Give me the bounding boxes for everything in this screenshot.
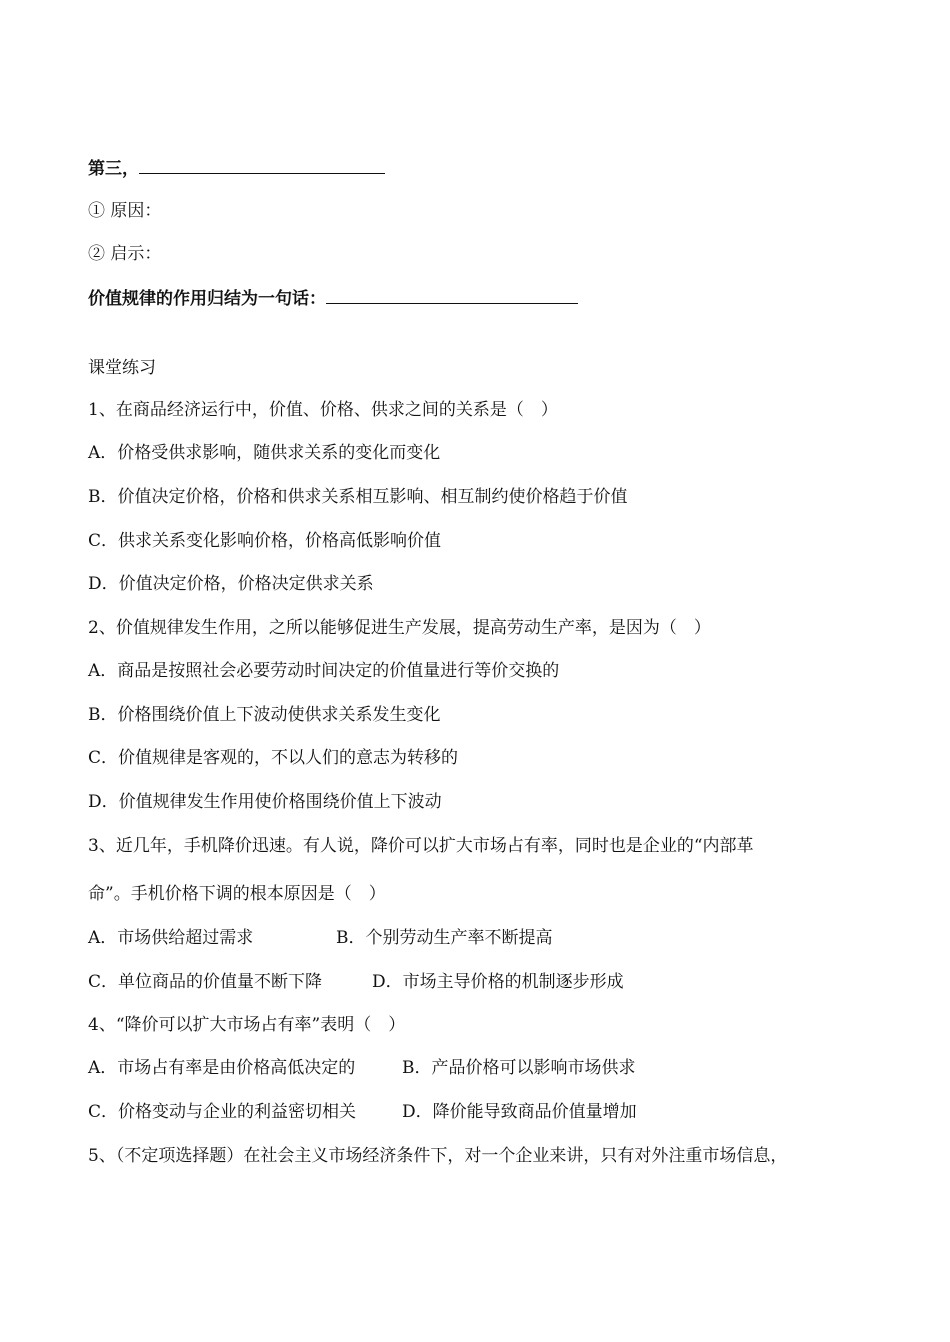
q2-option-b: B．价格围绕价值上下波动使供求关系发生变化 — [88, 705, 441, 725]
q4-option-b: B．产品价格可以影响市场供求 — [402, 1058, 636, 1078]
q2-option-c: C．价值规律是客观的，不以人们的意志为转移的 — [88, 748, 459, 768]
q3-option-c: C．单位商品的价值量不断下降 — [88, 972, 323, 992]
summary-label: 价值规律的作用归结为一句话： — [88, 289, 326, 309]
q4-stem: 4、“降价可以扩大市场占有率”表明（ ） — [88, 1015, 406, 1035]
answer-blank-summary — [326, 285, 578, 304]
q4-options-row2 — [88, 1100, 637, 1124]
insight-label: ② 启示： — [88, 244, 162, 264]
q4-option-a: A．市场占有率是由价格高低决定的 — [88, 1058, 356, 1078]
q5-stem: 5、（不定项选择题）在社会主义市场经济条件下，对一个企业来讲，只有对外注重市场信息， — [88, 1146, 788, 1166]
section-third-label: 第三， — [88, 159, 139, 179]
q4-options-row1 — [88, 1056, 636, 1080]
q1-option-b: B．价值决定价格，价格和供求关系相互影响、相互制约使价格趋于价值 — [88, 487, 628, 507]
reason-label: ① 原因： — [88, 201, 162, 221]
summary-line — [88, 285, 578, 311]
q1-option-a: A．价格受供求影响，随供求关系的变化而变化 — [88, 443, 441, 463]
q3-stem-line1: 3、近几年，手机降价迅速。有人说，降价可以扩大市场占有率，同时也是企业的“内部革 — [88, 836, 754, 856]
q3-options-row1 — [88, 926, 553, 950]
q4-option-d: D．降价能导致商品价值量增加 — [402, 1102, 637, 1122]
practice-title: 课堂练习 — [88, 358, 156, 378]
q1-option-c: C．供求关系变化影响价格，价格高低影响价值 — [88, 531, 442, 551]
q1-option-d: D．价值决定价格，价格决定供求关系 — [88, 574, 374, 594]
q3-stem-line2: 命”。手机价格下调的根本原因是（ ） — [88, 884, 386, 904]
answer-blank-third — [139, 155, 385, 174]
q2-option-d: D．价值规律发生作用使价格围绕价值上下波动 — [88, 792, 442, 812]
q1-stem: 1、在商品经济运行中，价值、价格、供求之间的关系是（ ） — [88, 400, 558, 420]
q3-option-d: D．市场主导价格的机制逐步形成 — [372, 972, 624, 992]
q4-option-c: C．价格变动与企业的利益密切相关 — [88, 1102, 357, 1122]
section-third — [88, 155, 385, 181]
q3-option-b: B．个别劳动生产率不断提高 — [336, 928, 553, 948]
q2-option-a: A．商品是按照社会必要劳动时间决定的价值量进行等价交换的 — [88, 661, 560, 681]
q3-options-row2 — [88, 970, 624, 994]
q2-stem: 2、价值规律发生作用，之所以能够促进生产发展，提高劳动生产率，是因为（ ） — [88, 618, 711, 638]
q3-option-a: A．市场供给超过需求 — [88, 928, 254, 948]
